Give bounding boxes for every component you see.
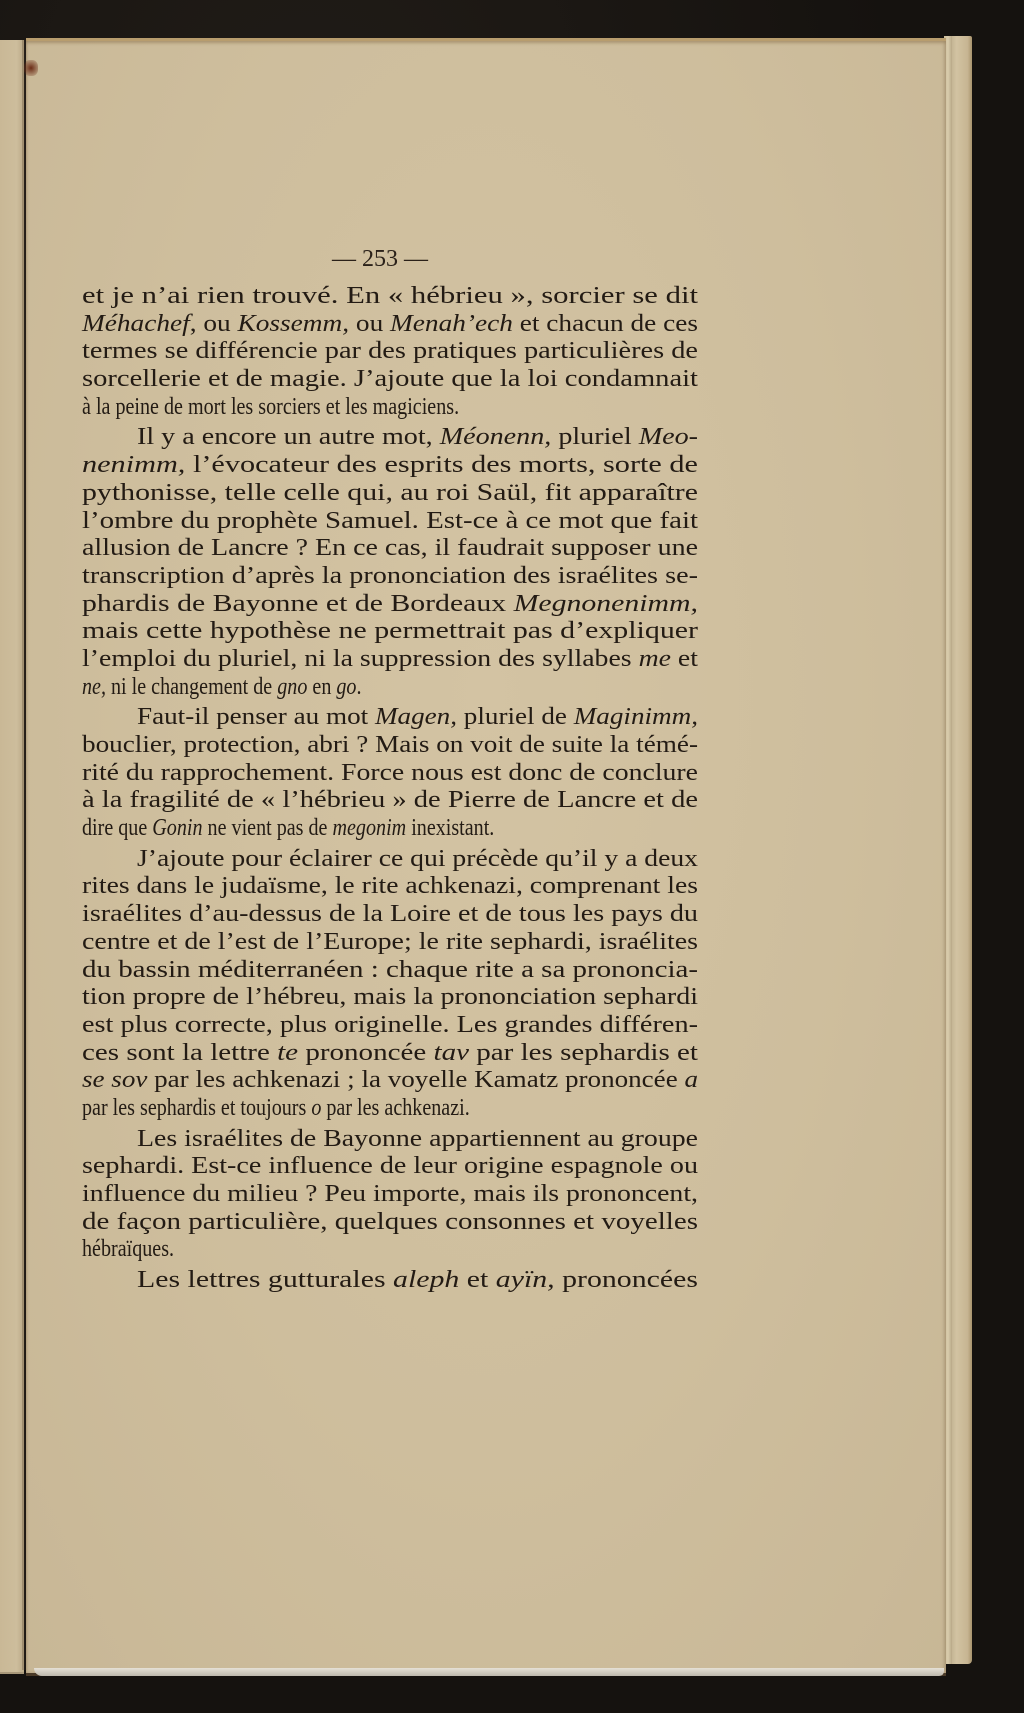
italic-term: Menah’ech <box>390 309 513 337</box>
text-line <box>82 534 698 562</box>
text-run: . <box>356 672 362 700</box>
text-run: l’emploi du pluriel, ni la suppression des syllabes <box>82 644 639 672</box>
text-line <box>82 928 698 956</box>
text-line <box>82 673 698 701</box>
text-line <box>82 1180 698 1208</box>
italic-term: Megnonenimm, <box>513 589 698 617</box>
text-run: de façon particulière, quelques consonnes et voyelles <box>82 1207 698 1235</box>
italic-term: Méonenn, <box>439 423 552 451</box>
page-number: — 253 — <box>332 246 428 272</box>
text-run: termes se différencie par des pratiques particulières de <box>82 337 698 365</box>
text-line <box>82 1266 698 1294</box>
text-run: Les israélites de Bayonne appartiennent au groupe <box>137 1124 698 1152</box>
text-run: Faut-il penser au mot <box>137 703 375 731</box>
text-line <box>82 1152 698 1180</box>
text-run: , ou <box>189 309 238 337</box>
text-run: hébraïques. <box>82 1235 175 1263</box>
text-run: J’ajoute pour éclairer ce qui précède qu’il y a deux <box>137 844 698 872</box>
text-run: ces sont la lettre <box>82 1038 278 1066</box>
italic-term: Gonin <box>152 814 203 842</box>
text-run: ni le changement de <box>105 672 278 700</box>
text-run: du bassin méditerranéen : chaque rite a sa prononcia- <box>82 955 698 983</box>
text-line <box>82 1011 698 1039</box>
text-line <box>82 731 698 759</box>
text-run: centre et de l’est de l’Europe; le rite sephardi, israélites <box>82 927 698 955</box>
text-line <box>82 590 698 618</box>
text-run: rité du rapprochement. Force nous est donc de conclure <box>82 758 698 786</box>
text-line <box>82 1235 698 1263</box>
italic-term: o <box>311 1093 322 1121</box>
text-line <box>82 562 698 590</box>
paragraph <box>82 845 698 1122</box>
paper-damage-mark <box>24 60 38 76</box>
text-run: phardis de Bayonne et de Bordeaux <box>82 589 514 617</box>
text-line <box>82 845 698 873</box>
text-line <box>82 1094 698 1122</box>
paragraph <box>82 703 698 841</box>
italic-term: me <box>638 644 671 672</box>
page-bottom-edge <box>34 1668 944 1676</box>
text-line <box>82 983 698 1011</box>
text-line <box>82 872 698 900</box>
text-run: transcription d’après la prononciation des israélites se- <box>82 561 698 589</box>
text-run: pluriel <box>551 423 639 451</box>
text-run: à la fragilité de « l’hébrieu » de Pierre de Lancre et de <box>82 786 698 814</box>
text-run: par les achkenazi ; la voyelle Kamatz prononcée <box>147 1066 685 1094</box>
text-run: et <box>670 644 698 672</box>
text-run: et <box>459 1266 496 1294</box>
italic-term: se sov <box>82 1066 148 1094</box>
text-run: pythonisse, telle celle qui, au roi Saül, fit apparaître <box>82 478 698 506</box>
text-run: tion propre de l’hébreu, mais la prononciation sephardi <box>82 983 698 1011</box>
italic-term: Méhachef <box>82 309 190 337</box>
text-line <box>82 1208 698 1236</box>
italic-term: aleph <box>393 1266 460 1294</box>
text-run: Il y a encore un autre mot, <box>137 423 440 451</box>
text-run: sorcellerie et de magie. J’ajoute que la loi condamnait <box>82 365 698 393</box>
italic-term: a <box>684 1066 698 1094</box>
paragraph <box>82 423 698 700</box>
italic-term: Meo- <box>638 423 698 451</box>
text-run: l’évocateur des esprits des morts, sorte de <box>185 451 699 479</box>
text-run: mais cette hypothèse ne permettrait pas d’expliquer <box>82 617 698 645</box>
text-run: israélites d’au-dessus de la Loire et de tous les pays du <box>82 900 698 928</box>
text-run: allusion de Lancre ? En ce cas, il faudrait supposer une <box>82 534 698 562</box>
text-line <box>82 814 698 842</box>
text-line <box>82 365 698 393</box>
italic-term: Kossemm, <box>237 309 350 337</box>
italic-term: Magen, <box>374 703 458 731</box>
text-run: inexistant. <box>406 814 495 842</box>
text-run: bouclier, protection, abri ? Mais on voit de suite la témé- <box>82 731 698 758</box>
text-run: ou <box>349 309 391 337</box>
text-run: pluriel de <box>457 703 574 731</box>
italic-term: te <box>277 1038 299 1066</box>
italic-term: tav <box>433 1038 470 1066</box>
text-line <box>82 337 698 365</box>
gutter-shadow <box>22 40 28 1670</box>
text-run: sephardi. Est-ce influence de leur origine espagnole ou <box>82 1152 698 1180</box>
text-line <box>82 451 698 479</box>
italic-term: ne, <box>82 672 106 700</box>
text-line <box>82 786 698 814</box>
text-line <box>82 703 698 731</box>
text-line <box>82 393 698 421</box>
text-run: Les lettres gutturales <box>137 1266 394 1294</box>
text-run: l’ombre du prophète Samuel. Est-ce à ce mot que fait <box>82 506 698 534</box>
text-run: est plus correcte, plus originelle. Les grandes différen- <box>82 1010 698 1038</box>
text-run: rites dans le judaïsme, le rite achkenazi, comprenant les <box>82 872 699 900</box>
text-line <box>82 282 698 310</box>
italic-term: gno <box>277 672 308 700</box>
text-line <box>82 1066 698 1094</box>
text-run: dire que <box>82 814 153 842</box>
text-line <box>82 1125 698 1153</box>
italic-term: ayïn, <box>495 1266 555 1294</box>
text-run: en <box>307 672 337 700</box>
text-line <box>82 310 698 338</box>
text-line <box>82 900 698 928</box>
right-page-block-edge <box>950 36 972 1664</box>
text-run: à la peine de mort les sorciers et les magiciens. <box>82 392 460 420</box>
left-page-edge <box>0 40 24 1674</box>
text-run: ne vient pas de <box>202 814 333 842</box>
paragraph <box>82 282 698 420</box>
paragraph <box>82 1266 698 1294</box>
body-text <box>82 282 698 1294</box>
italic-term: nenimm, <box>82 451 186 479</box>
text-line <box>82 479 698 507</box>
italic-term: go <box>336 672 357 700</box>
text-line <box>82 617 698 645</box>
text-run: prononcées <box>554 1266 698 1294</box>
text-run: prononcée <box>298 1038 434 1066</box>
text-line <box>82 1039 698 1067</box>
text-line <box>82 423 698 451</box>
text-run: influence du milieu ? Peu importe, mais ils prononcent, <box>82 1180 698 1207</box>
text-line <box>82 759 698 787</box>
text-run: et chacun de ces <box>512 309 698 337</box>
text-run: par les achkenazi. <box>321 1093 470 1121</box>
paragraph <box>82 1125 698 1263</box>
italic-term: megonim <box>332 814 407 842</box>
text-line <box>82 956 698 984</box>
text-run: par les sephardis et <box>469 1038 698 1066</box>
text-run: et je n’ai rien trouvé. En « hébrieu », sorcier se dit <box>82 282 698 309</box>
text-line <box>82 645 698 673</box>
text-line <box>82 507 698 535</box>
italic-term: Maginimm, <box>573 703 698 731</box>
text-run: par les sephardis et toujours <box>82 1093 312 1121</box>
